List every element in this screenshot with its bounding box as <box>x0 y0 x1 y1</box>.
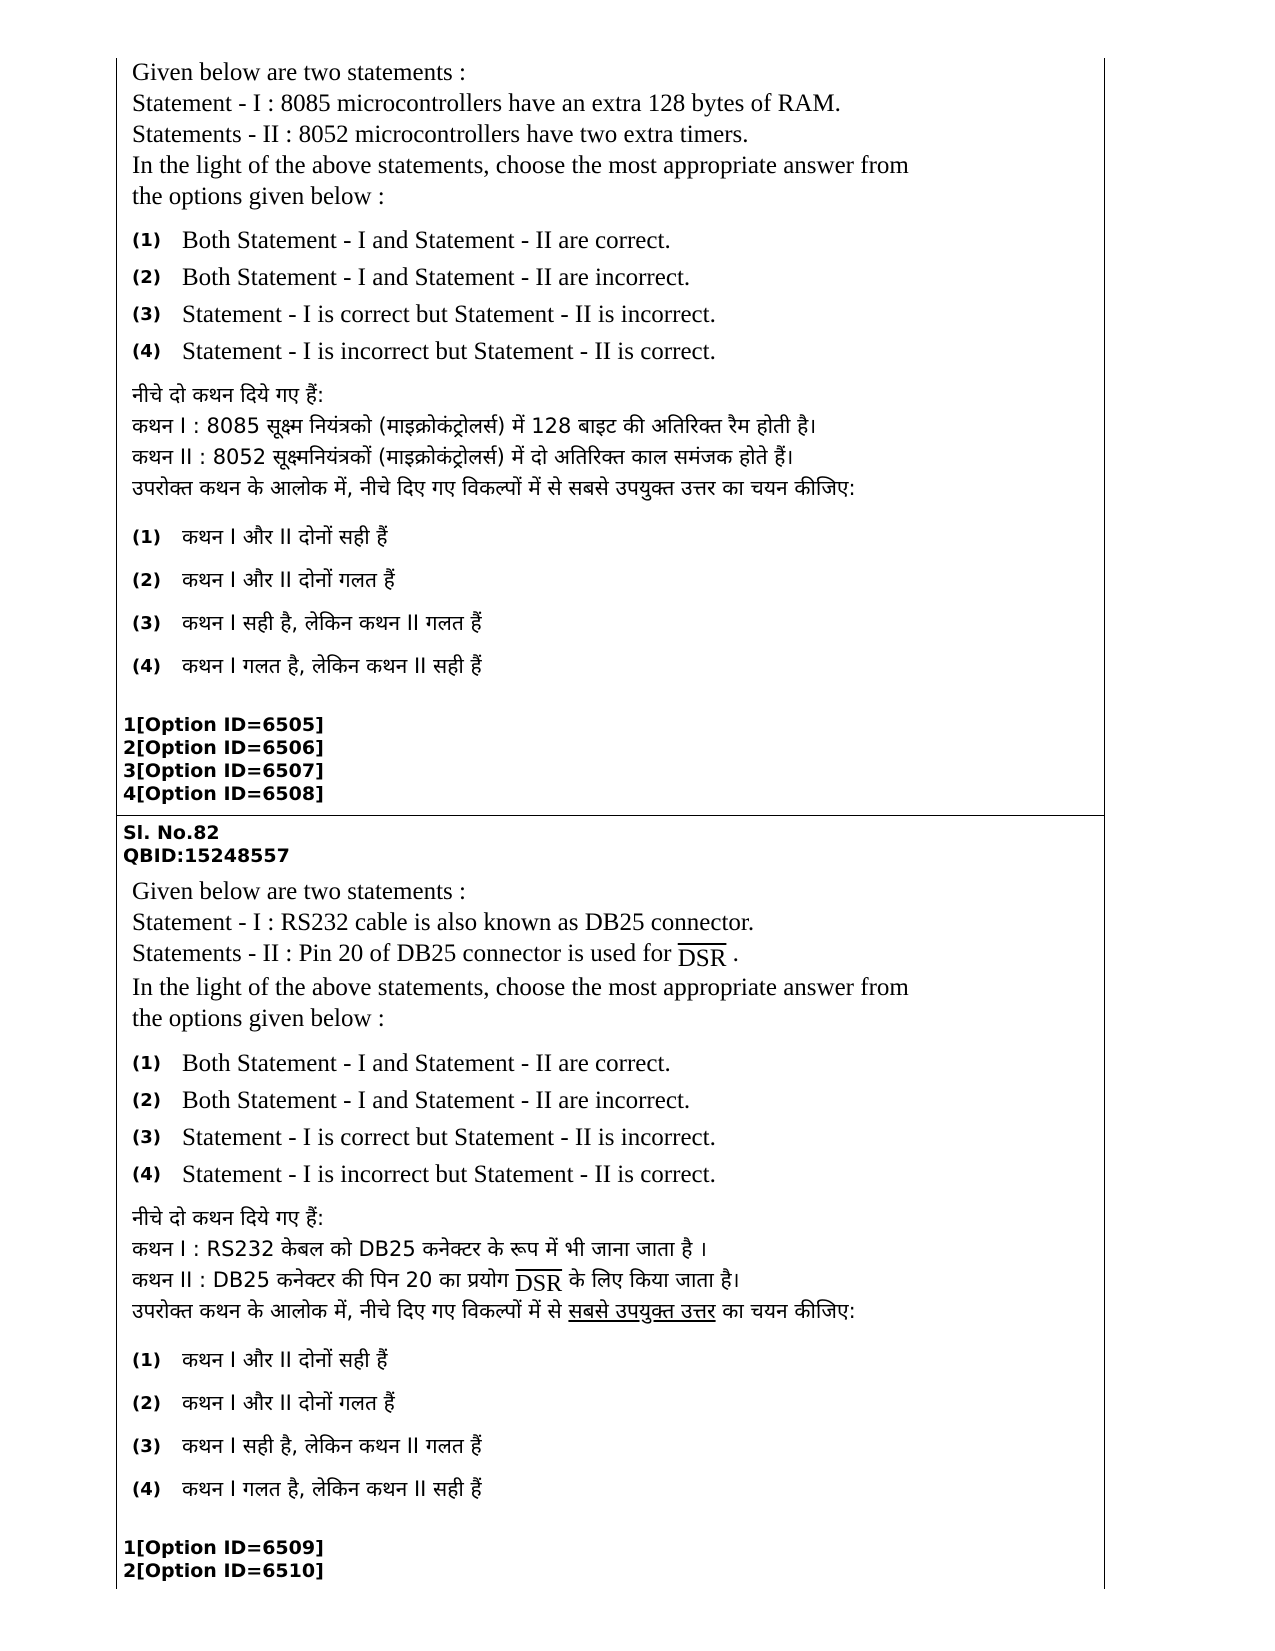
q81-hi-option-4: (4) कथन I गलत है, लेकिन कथन II सही हैं <box>132 654 482 678</box>
q82-en-option-1: (1) Both Statement - I and Statement - II are correct. <box>132 1050 671 1077</box>
q81-english-options <box>132 225 1092 367</box>
q81-hi-question: उपरोक्त कथन के आलोक में, नीचे दिए गए विकल्पों में से सबसे उपयुक्त उत्तर का चयन कीजिए: <box>132 476 856 500</box>
q82-hi-question: उपरोक्त कथन के आलोक में, नीचे दिए गए विकल्पों में से सबसे उपयुक्त उत्तर का चयन कीजिए: <box>132 1299 856 1323</box>
q82-statement-1: Statement - I : RS232 cable is also known as DB25 connector. <box>132 909 755 936</box>
left-border <box>116 58 117 1589</box>
q82-hi-intro: नीचे दो कथन दिये गए हैं: <box>132 1206 325 1230</box>
option-id: 1[Option ID=6509] <box>123 1537 324 1559</box>
q81-hi-statement-1: कथन I : 8085 सूक्ष्म नियंत्रको (माइक्रोकंट्रोलर्स) में 128 बाइट की अतिरिक्त रैम होती है। <box>132 414 817 438</box>
q81-question-line-2: the options given below : <box>132 183 385 210</box>
right-border <box>1104 58 1105 1589</box>
q82-intro: Given below are two statements : <box>132 878 466 905</box>
q81-option-ids <box>123 714 324 806</box>
option-id: 4[Option ID=6508] <box>123 783 324 805</box>
q81-statement-2: Statements - II : 8052 microcontrollers have two extra timers. <box>132 121 749 148</box>
option-id: 3[Option ID=6507] <box>123 760 324 782</box>
q82-question-line-2: the options given below : <box>132 1005 385 1032</box>
option-id: 2[Option ID=6510] <box>123 1560 324 1582</box>
q82-hi-option-4: (4) कथन I गलत है, लेकिन कथन II सही हैं <box>132 1477 482 1501</box>
q81-english-statements <box>132 57 1092 212</box>
q81-hi-option-3: (3) कथन I सही है, लेकिन कथन II गलत हैं <box>132 611 482 635</box>
option-id: 1[Option ID=6505] <box>123 714 324 736</box>
q81-hi-option-1: (1) कथन I और II दोनों सही हैं <box>132 525 388 549</box>
q81-en-option-1: (1) Both Statement - I and Statement - II are correct. <box>132 227 671 254</box>
q81-en-option-2: (2) Both Statement - I and Statement - II are incorrect. <box>132 264 691 291</box>
serial-number: Sl. No.82 <box>123 822 220 844</box>
q82-header <box>123 822 290 868</box>
q81-en-option-3: (3) Statement - I is correct but Statement - II is incorrect. <box>132 301 716 328</box>
q81-hi-intro: नीचे दो कथन दिये गए हैं: <box>132 383 325 407</box>
q82-en-option-2: (2) Both Statement - I and Statement - II are incorrect. <box>132 1087 691 1114</box>
q82-english-statements <box>132 876 1092 1034</box>
q81-hindi-options <box>132 522 1092 682</box>
question-divider <box>116 815 1105 816</box>
question-bank-id: QBID:15248557 <box>123 845 290 867</box>
q82-hi-statement-1: कथन I : RS232 केबल को DB25 कनेक्टर के रूप में भी जाना जाता है । <box>132 1237 708 1261</box>
q81-statement-1: Statement - I : 8085 microcontrollers have an extra 128 bytes of RAM. <box>132 90 841 117</box>
dsr-overline-symbol: $\overline{DSR}$ <box>677 945 727 972</box>
q81-intro: Given below are two statements : <box>132 59 466 86</box>
q81-hindi-statements <box>132 380 1092 504</box>
dsr-overline-symbol: $\overline{DSR}$ <box>515 1271 563 1297</box>
option-id: 2[Option ID=6506] <box>123 737 324 759</box>
q81-hi-statement-2: कथन II : 8052 सूक्ष्मनियंत्रकों (माइक्रोकंट्रोलर्स) में दो अतिरिक्त काल समंजक होते हैं। <box>132 445 794 469</box>
q82-hi-option-2: (2) कथन I और II दोनों गलत हैं <box>132 1391 395 1415</box>
q82-statement-2: Statements - II : Pin 20 of DB25 connector is used for $\overline{DSR}$ . <box>132 940 739 972</box>
q82-english-options <box>132 1048 1092 1190</box>
q82-hindi-options <box>132 1345 1092 1505</box>
q82-option-ids <box>123 1537 324 1583</box>
q82-hi-statement-2: कथन II : DB25 कनेक्टर की पिन 20 का प्रयोग $\overline{DSR}$ के लिए किया जाता है। <box>132 1268 740 1297</box>
emphasis-underline: सबसे उपयुक्त उत्तर <box>568 1299 716 1323</box>
q81-hi-option-2: (2) कथन I और II दोनों गलत हैं <box>132 568 395 592</box>
q82-hi-option-1: (1) कथन I और II दोनों सही हैं <box>132 1348 388 1372</box>
q82-hi-option-3: (3) कथन I सही है, लेकिन कथन II गलत हैं <box>132 1434 482 1458</box>
q81-question-line-1: In the light of the above statements, choose the most appropriate answer from <box>132 152 909 179</box>
q82-hindi-statements <box>132 1203 1092 1327</box>
q82-en-option-4: (4) Statement - I is incorrect but Statement - II is correct. <box>132 1161 716 1188</box>
q81-en-option-4: (4) Statement - I is incorrect but Statement - II is correct. <box>132 338 716 365</box>
q82-question-line-1: In the light of the above statements, choose the most appropriate answer from <box>132 974 909 1001</box>
q82-en-option-3: (3) Statement - I is correct but Statement - II is incorrect. <box>132 1124 716 1151</box>
